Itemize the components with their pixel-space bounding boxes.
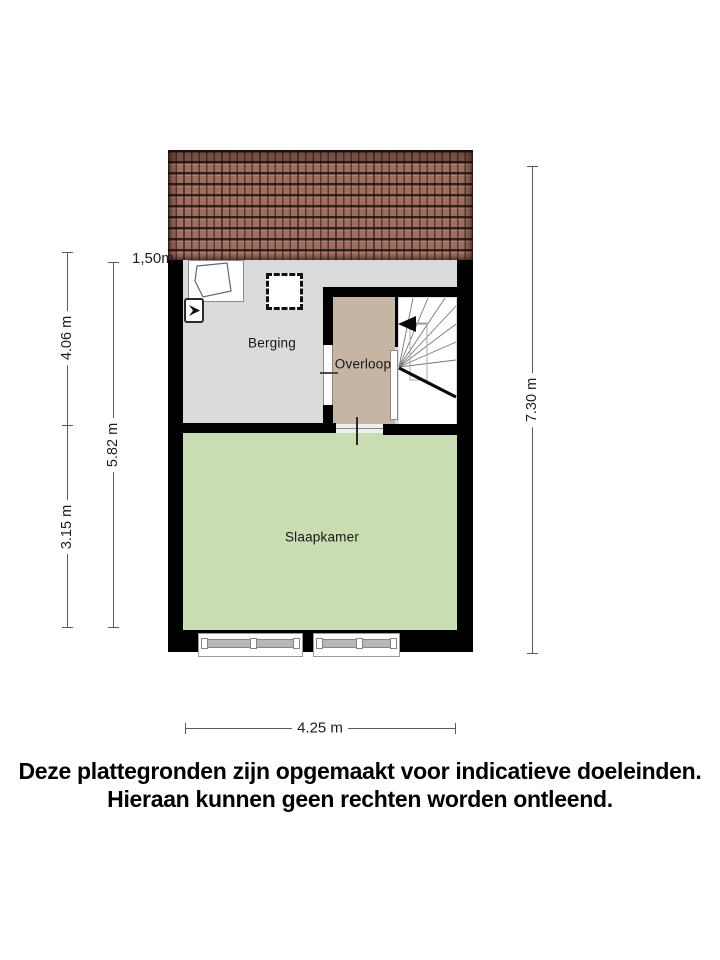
disclaimer-line-1: Deze plattegronden zijn opgemaakt voor indicatieve doeleinden. <box>18 758 702 784</box>
stairwell-floor <box>398 297 457 427</box>
wall-left <box>168 252 183 652</box>
room-label-overloop: Overloop <box>334 356 392 372</box>
dimension-tick <box>62 627 73 628</box>
chimney-flue <box>266 273 303 310</box>
dimension-tick <box>108 262 119 263</box>
wall-overloop-left-lower <box>323 405 333 424</box>
dimension-label-left-lower: 3.15 m <box>58 500 76 554</box>
ventilation-unit <box>184 298 204 323</box>
window-left <box>198 633 303 657</box>
window-mullion <box>250 638 257 649</box>
dimension-tick <box>527 166 538 167</box>
wall-overloop-top <box>323 287 457 297</box>
window-mullion <box>293 638 300 649</box>
dimension-line-left-outer <box>67 252 68 627</box>
window-right <box>313 633 400 657</box>
wall-right <box>457 256 473 652</box>
dimension-label-right-full: 7.30 m <box>523 373 541 427</box>
door-overloop-slaapkamer <box>336 424 383 433</box>
dimension-tick <box>185 723 186 734</box>
boiler-unit <box>188 260 244 302</box>
door-berging-overloop <box>323 345 333 405</box>
room-label-berging: Berging <box>248 335 296 351</box>
wall-berging-slaapkamer <box>183 423 336 433</box>
wall-stairs-divider <box>395 288 398 347</box>
window-frame-bar <box>201 639 300 648</box>
door-threshold-line <box>336 428 383 429</box>
dimension-tick <box>527 653 538 654</box>
dimension-label-left-full: 5.82 m <box>104 418 122 472</box>
dimension-tick <box>455 723 456 734</box>
window-mullion <box>316 638 323 649</box>
disclaimer-line-2: Hieraan kunnen geen rechten worden ontleend. <box>107 786 613 812</box>
window-mullion <box>390 638 397 649</box>
window-frame-bar <box>316 639 397 648</box>
window-mullion <box>356 638 363 649</box>
wall-under-stairs <box>383 424 457 435</box>
wall-overloop-left-upper <box>323 297 333 345</box>
dimension-tick <box>108 627 119 628</box>
dimension-label-attic-line: 1,50m <box>132 250 174 267</box>
dimension-label-bottom: 4.25 m <box>292 719 348 738</box>
roof-tiles-texture <box>168 150 473 260</box>
dimension-tick <box>62 425 73 426</box>
dimension-label-left-upper: 4.06 m <box>58 311 76 365</box>
door-handle-line <box>320 372 338 374</box>
door-leaf-line <box>356 417 358 445</box>
dimension-tick <box>62 252 73 253</box>
disclaimer-text <box>0 757 720 813</box>
window-mullion <box>201 638 208 649</box>
room-label-slaapkamer: Slaapkamer <box>284 529 360 545</box>
